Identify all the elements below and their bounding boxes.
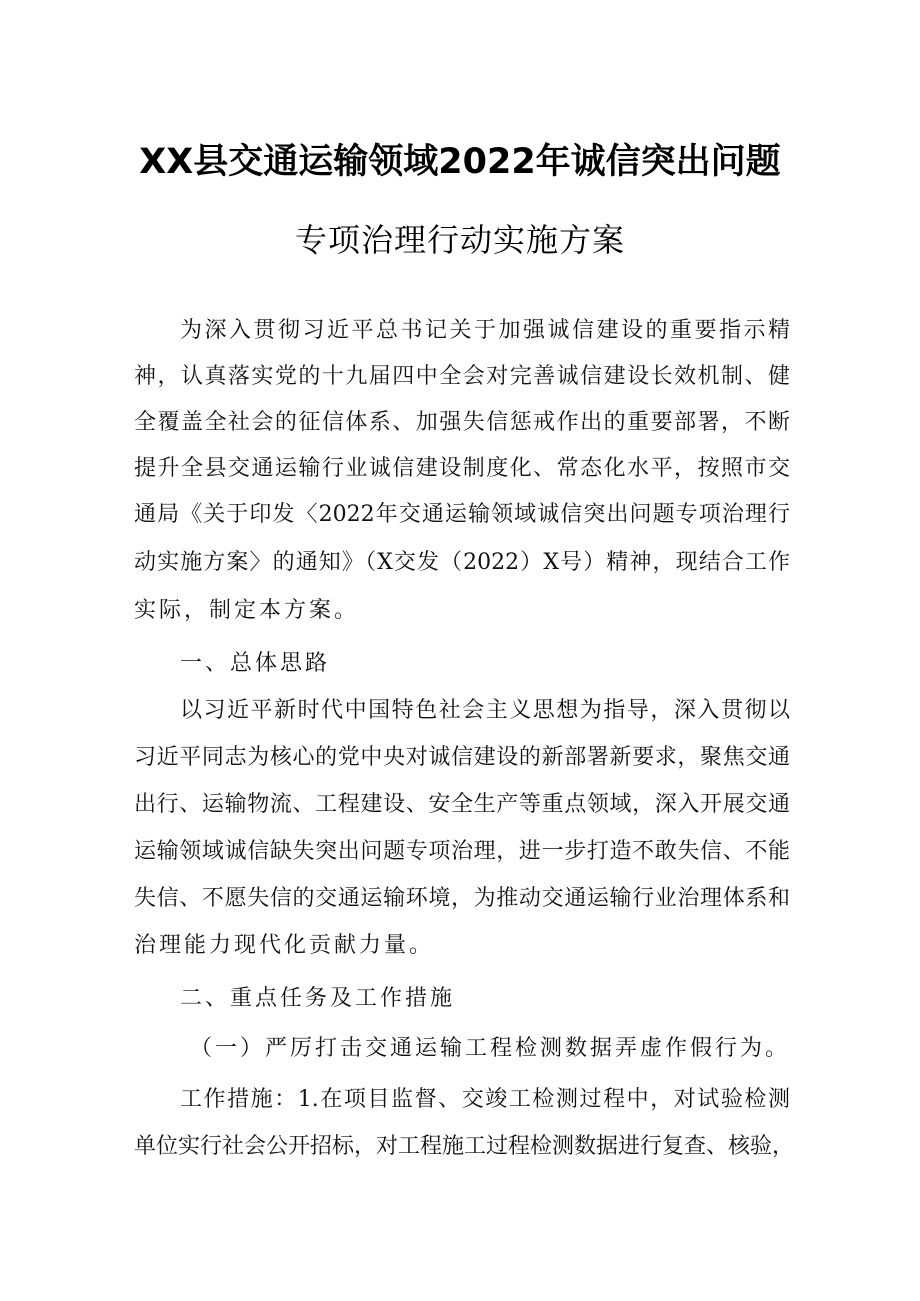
section-heading-key-tasks: 二、重点任务及工作措施 xyxy=(180,986,456,1011)
intro-line: 提升全县交通运输行业诚信建设制度化、常态化水平，按照市交 xyxy=(134,456,790,481)
section-1-line: 出行、运输物流、工程建设、安全生产等重点领域，深入开展交通 xyxy=(134,792,790,817)
section-1-line: 治理能力现代化贡献力量。 xyxy=(134,933,435,958)
section-heading-general-approach: 一、总体思路 xyxy=(180,651,331,676)
document-title-line-1: XX县交通运输领域2022年诚信突出问题 xyxy=(139,142,781,182)
intro-line: 实际，制定本方案。 xyxy=(134,598,360,623)
intro-line: 神，认真落实党的十九届四中全会对完善诚信建设长效机制、健 xyxy=(134,364,790,389)
intro-line: 通局《关于印发〈2022年交通运输领域诚信突出问题专项治理行 xyxy=(134,502,790,527)
section-1-line: 以习近平新时代中国特色社会主义思想为指导，深入贯彻以 xyxy=(180,698,790,723)
section-1-line: 运输领域诚信缺失突出问题专项治理，进一步打造不敢失信、不能 xyxy=(134,839,790,864)
document-title-line-2: 专项治理行动实施方案 xyxy=(294,221,625,259)
measures-line: 单位实行社会公开招标，对工程施工过程检测数据进行复查、核验， xyxy=(134,1134,795,1159)
measures-line: 工作措施：1.在项目监督、交竣工检测过程中，对试验检测 xyxy=(180,1087,790,1112)
intro-line: 全覆盖全社会的征信体系、加强失信惩戒作出的重要部署，不断 xyxy=(134,410,790,435)
intro-line: 为深入贯彻习近平总书记关于加强诚信建设的重要指示精 xyxy=(180,318,790,343)
intro-line: 动实施方案〉的通知》（X交发（2022）X号）精神，现结合工作 xyxy=(134,550,790,575)
subsection-heading-testing-fraud: （一）严厉打击交通运输工程检测数据弄虚作假行为。 xyxy=(190,1036,791,1061)
section-1-line: 习近平同志为核心的党中央对诚信建设的新部署新要求，聚焦交通 xyxy=(134,745,790,770)
section-1-line: 失信、不愿失信的交通运输环境，为推动交通运输行业治理体系和 xyxy=(134,886,790,911)
